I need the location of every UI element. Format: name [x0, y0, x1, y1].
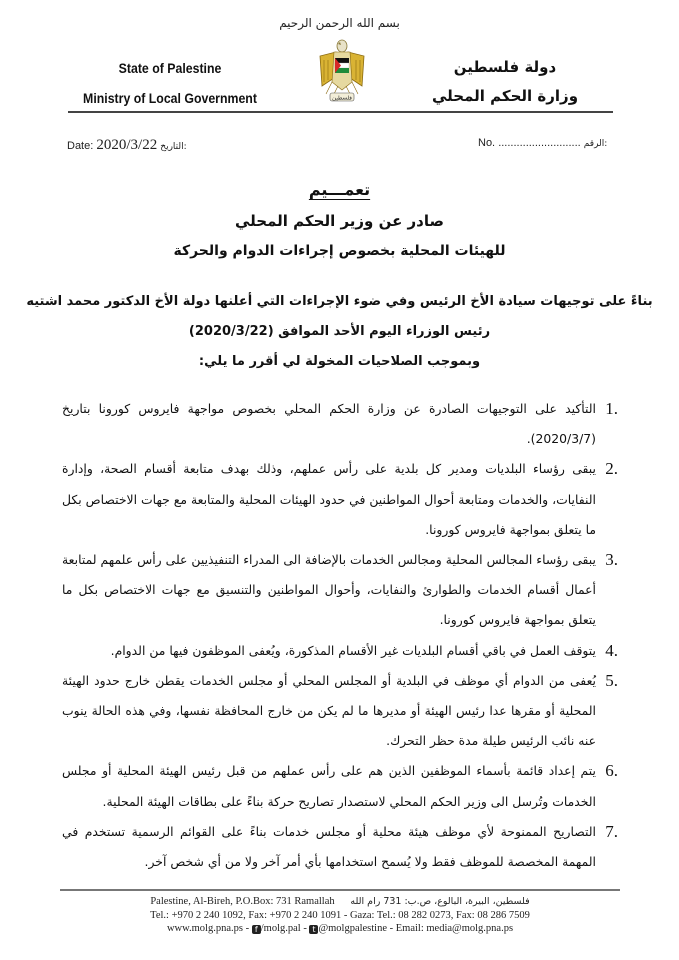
- item-text: يتوقف العمل في باقي أقسام البلديات غير الأقسام المذكورة، ويُعفى الموظفون فيها من الدوام.: [110, 642, 596, 658]
- flag-shield: [335, 58, 349, 73]
- decision-item: [62, 756, 618, 816]
- date-field: [67, 137, 187, 154]
- date-value: 2020/3/22: [96, 137, 158, 153]
- number-dots: ...........................: [498, 137, 581, 149]
- decision-item: [62, 666, 618, 757]
- en-state-name: State of Palestine: [118, 60, 222, 76]
- intro-line-2: رئيس الوزراء اليوم الأحد الموافق (2020/3/22): [188, 324, 491, 339]
- item-number: 2.: [605, 459, 618, 479]
- item-number: 7.: [605, 821, 618, 841]
- ar-state-name: دولة فلسطين: [453, 58, 557, 76]
- footer-web: [60, 922, 620, 936]
- item-number: 5.: [605, 670, 618, 690]
- footer-address-en: Palestine, Al-Bireh, P.O.Box: 731 Ramallah: [150, 896, 335, 907]
- header-divider: [68, 111, 613, 113]
- document-title: تعمـــيم: [308, 180, 371, 199]
- decision-item: [62, 817, 618, 877]
- eagle-head: [337, 40, 347, 52]
- website-link[interactable]: www.molg.pna.ps -: [166, 923, 250, 934]
- document-subtitle-subject: للهيئات المحلية بخصوص إجراءات الدوام والحركة: [173, 243, 506, 259]
- en-ministry-name: Ministry of Local Government: [83, 90, 257, 106]
- decision-item: [62, 454, 618, 545]
- twitter-and-email[interactable]: @molgpalestine - Email: media@molg.pna.ps: [318, 923, 514, 934]
- reference-number-field: [478, 137, 607, 149]
- date-label-en: Date:: [67, 140, 94, 152]
- footer-address: [60, 895, 620, 909]
- decision-item: [62, 545, 618, 636]
- bismillah: بسم الله الرحمن الرحيم: [279, 16, 400, 30]
- palestine-eagle-emblem-icon: [318, 38, 366, 104]
- document-subtitle-issuer: صادر عن وزير الحكم المحلي: [234, 212, 445, 230]
- number-label-en: No.: [478, 137, 496, 149]
- facebook-handle[interactable]: /molg.pal -: [260, 923, 307, 934]
- item-number: 6.: [605, 761, 618, 781]
- item-number: 4.: [605, 640, 618, 660]
- item-text: يبقى رؤساء المجالس المحلية ومجالس الخدمات بالإضافة الى المدراء التنفيذيين على رأس علمهم لمتابعة أعمال أقسام الخدمات والطوارئ والنفايات، وأحوال المواطنين والتنسيق مع جهات الاختصاص بكل ما يتعلق بمواجهة فايروس كورونا.: [62, 552, 596, 628]
- item-text: يبقى رؤساء البلديات ومدير كل بلدية على رأس عملهم، وذلك بهدف متابعة أقسام الصحة، وإدارة النفايات، والخدمات ومتابعة أحوال المواطنين في حدود الهيئات المحلية والمتابعة مع جهات الاختصاص بكل ما يتعلق بمواجهة فايروس كورونا.: [62, 461, 596, 537]
- ar-ministry-name: وزارة الحكم المحلي: [431, 87, 579, 105]
- date-label-ar: التاريخ:: [160, 142, 187, 152]
- item-number: 3.: [605, 550, 618, 570]
- emblem-caption: فلسطين: [332, 95, 352, 102]
- footer-address-ar: فلسطين، البيرة، البالوع، ص.ب: 731 رام الله: [350, 896, 530, 907]
- number-label-ar: الرقم:: [583, 139, 608, 149]
- item-text: يتم إعداد قائمة بأسماء الموظفين الذين هم على رأس عملهم من قبل رئيس الهيئة المحلية أو مجلس الخدمات وتُرسل الى وزير الحكم المحلي لاستصدار تصاريح حركة بناءً على بطاقات الهيئة المحلية.: [62, 763, 596, 809]
- footer-phones: Tel.: +970 2 240 1092, Fax: +970 2 240 1091 - Gaza: Tel.: 08 282 0273, Fax: 08 286 7509: [150, 910, 530, 921]
- item-text: يُعفى من الدوام أي موظف في البلدية أو المجلس المحلي أو مجلس الخدمات يقطن خارج حدود الهيئة المحلية أو مقرها عدا رئيس الهيئة أو مديرها ما لم يكن من خارج المحافظة نفسها، وفي هذه الحالة ينوب عنه نائب الرئيس طيلة مدة حظر التحرك.: [62, 672, 596, 749]
- item-text: التأكيد على التوجيهات الصادرة عن وزارة الحكم المحلي بخصوص مواجهة فايروس كورونا بتاريخ (2020/3/7).: [62, 401, 596, 447]
- item-number: 1.: [605, 399, 618, 418]
- decision-item: [62, 636, 618, 666]
- twitter-icon: t: [309, 925, 318, 934]
- intro-line-1: بناءً على توجيهات سيادة الأخ الرئيس وفي ضوء الإجراءات التي أعلنها دولة الأخ الدكتور محمد اشتيه: [26, 294, 653, 309]
- footer-divider: [60, 889, 620, 891]
- decisions-list: [62, 394, 618, 877]
- intro-line-3: وبموجب الصلاحيات المخولة لي أقرر ما يلي:: [198, 354, 481, 369]
- facebook-icon: f: [252, 925, 261, 934]
- item-text: التصاريح الممنوحة لأي موظف هيئة محلية أو مجلس خدمات بناءً على القوائم الرسمية تستخدم في المهمة المخصصة للموظف فقط ولا يُسمح استخدامها بأي أمر آخر ولا من أي شخص آخر.: [62, 823, 596, 870]
- decision-item: [62, 394, 618, 454]
